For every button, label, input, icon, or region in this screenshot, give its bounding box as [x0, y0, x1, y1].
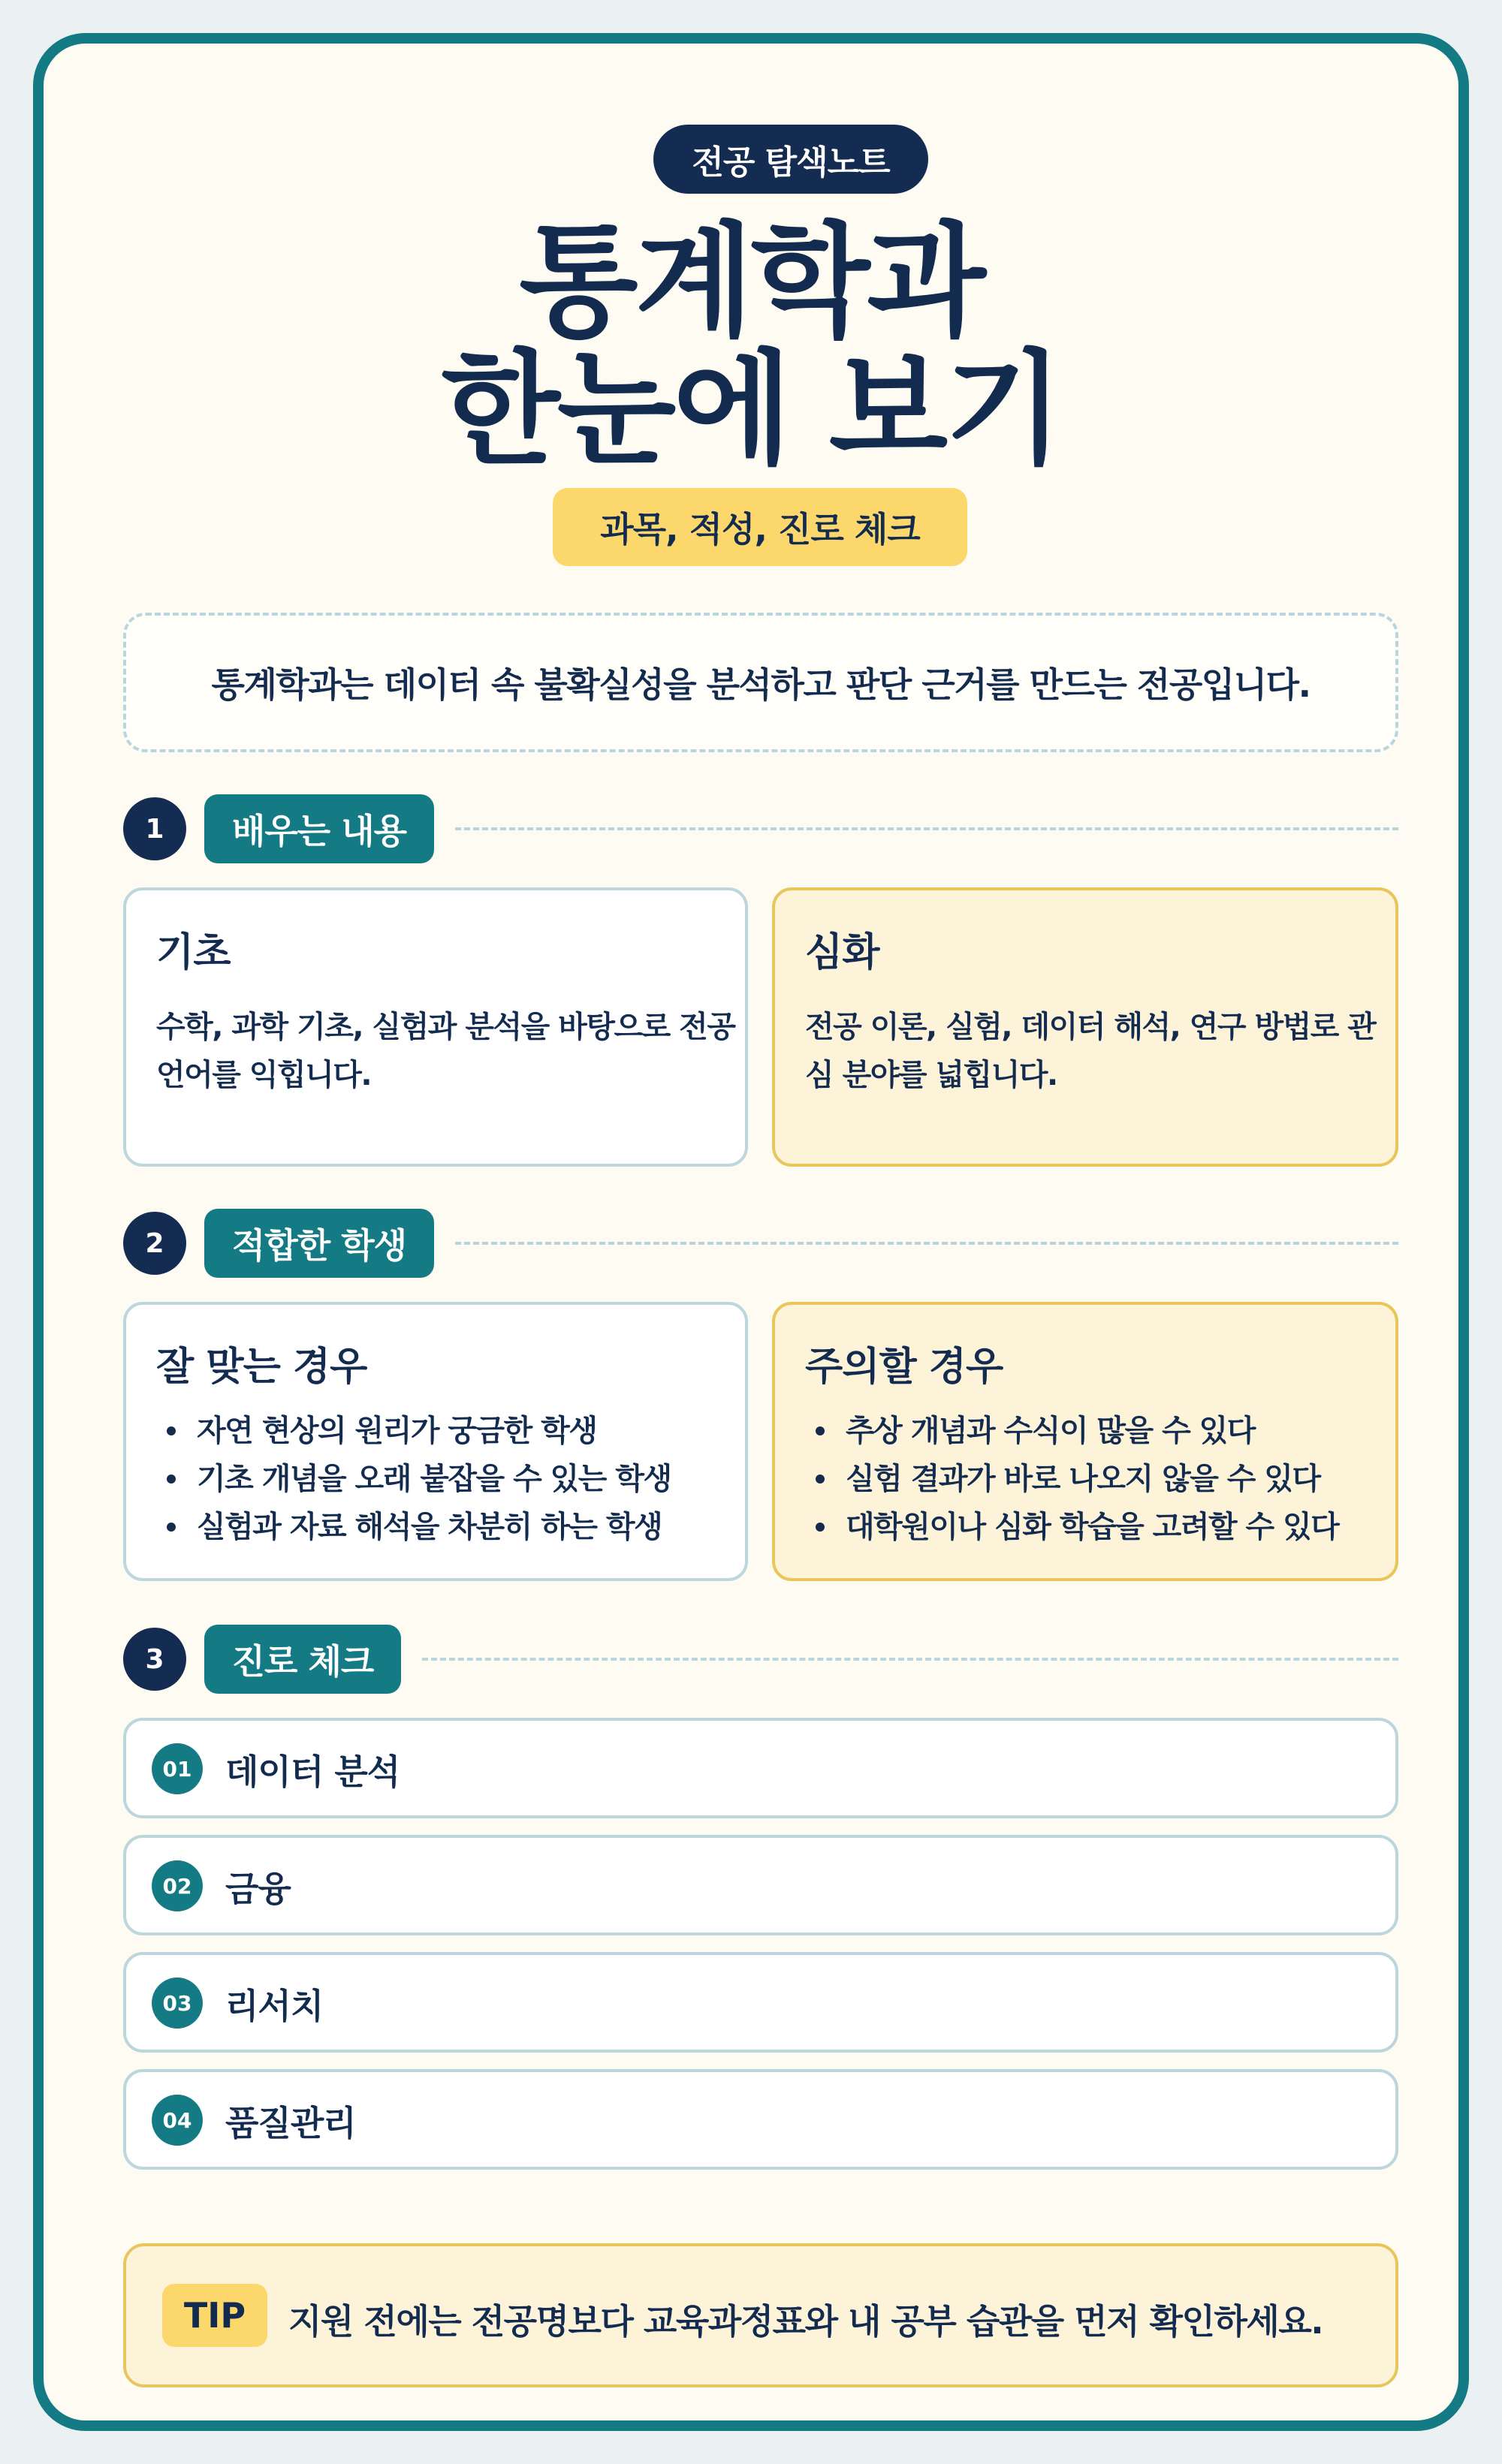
tip-box: [123, 2243, 1398, 2387]
career-label: 금융: [225, 1869, 291, 1909]
list-item: 기초 개념을 오래 붙잡을 수 있는 학생: [161, 1455, 671, 1503]
career-label: 리서치: [225, 1986, 324, 2026]
page-title-line1: 통계학과: [519, 210, 983, 354]
career-item: [123, 1952, 1398, 2053]
advanced-card-text: 전공 이론, 실험, 데이터 해석, 연구 방법로 관심 분야를 넓힙니다.: [805, 1010, 1376, 1092]
career-label: 데이터 분석: [225, 1752, 400, 1792]
subtitle-pill: 과목, 적성, 진로 체크: [553, 488, 967, 566]
caution-card: [772, 1302, 1398, 1581]
caution-list: [810, 1407, 1338, 1551]
section-3-divider: [422, 1658, 1398, 1661]
page-frame: [33, 33, 1469, 2431]
list-item: 대학원이나 심화 학습을 고려할 수 있다: [810, 1503, 1338, 1551]
note-badge: 전공 탐색노트: [653, 125, 928, 194]
section-1-label: 배우는 내용: [204, 794, 434, 863]
list-item: 추상 개념과 수식이 많을 수 있다: [810, 1407, 1338, 1455]
basic-card-text: 수학, 과학 기초, 실험과 분석을 바탕으로 전공 언어를 익힙니다.: [156, 1010, 735, 1092]
advanced-card-title: 심화: [805, 930, 879, 975]
page-title-line2: 한눈에 보기: [441, 338, 1061, 481]
basic-card-title: 기초: [156, 930, 231, 975]
career-number: 03: [152, 1978, 203, 2029]
section-2-number: 2: [123, 1212, 186, 1275]
career-item: [123, 2069, 1398, 2170]
career-number: 01: [152, 1743, 203, 1794]
summary-box: 통계학과는 데이터 속 불확실성을 분석하고 판단 근거를 만드는 전공입니다.: [123, 613, 1398, 752]
list-item: 실험 결과가 바로 나오지 않을 수 있다: [810, 1455, 1338, 1503]
career-number: 04: [152, 2095, 203, 2146]
basic-card: [123, 887, 748, 1167]
section-2-label: 적합한 학생: [204, 1209, 434, 1278]
list-item: 자연 현상의 원리가 궁금한 학생: [161, 1407, 671, 1455]
career-item: [123, 1835, 1398, 1935]
section-1-divider: [455, 827, 1398, 830]
section-3-label: 진로 체크: [204, 1625, 401, 1694]
good-fit-list: [161, 1407, 671, 1551]
career-label: 품질관리: [225, 2103, 356, 2143]
section-2-divider: [455, 1242, 1398, 1245]
tip-text: 지원 전에는 전공명보다 교육과정표와 내 공부 습관을 먼저 확인하세요.: [288, 2301, 1323, 2342]
caution-title: 주의할 경우: [805, 1345, 1003, 1390]
good-fit-title: 잘 맞는 경우: [156, 1345, 367, 1390]
list-item: 실험과 자료 해석을 차분히 하는 학생: [161, 1503, 671, 1551]
section-1-number: 1: [123, 797, 186, 860]
section-3-number: 3: [123, 1628, 186, 1691]
advanced-card: [772, 887, 1398, 1167]
tip-badge: TIP: [162, 2284, 267, 2347]
career-item: [123, 1718, 1398, 1818]
career-number: 02: [152, 1860, 203, 1911]
good-fit-card: [123, 1302, 748, 1581]
